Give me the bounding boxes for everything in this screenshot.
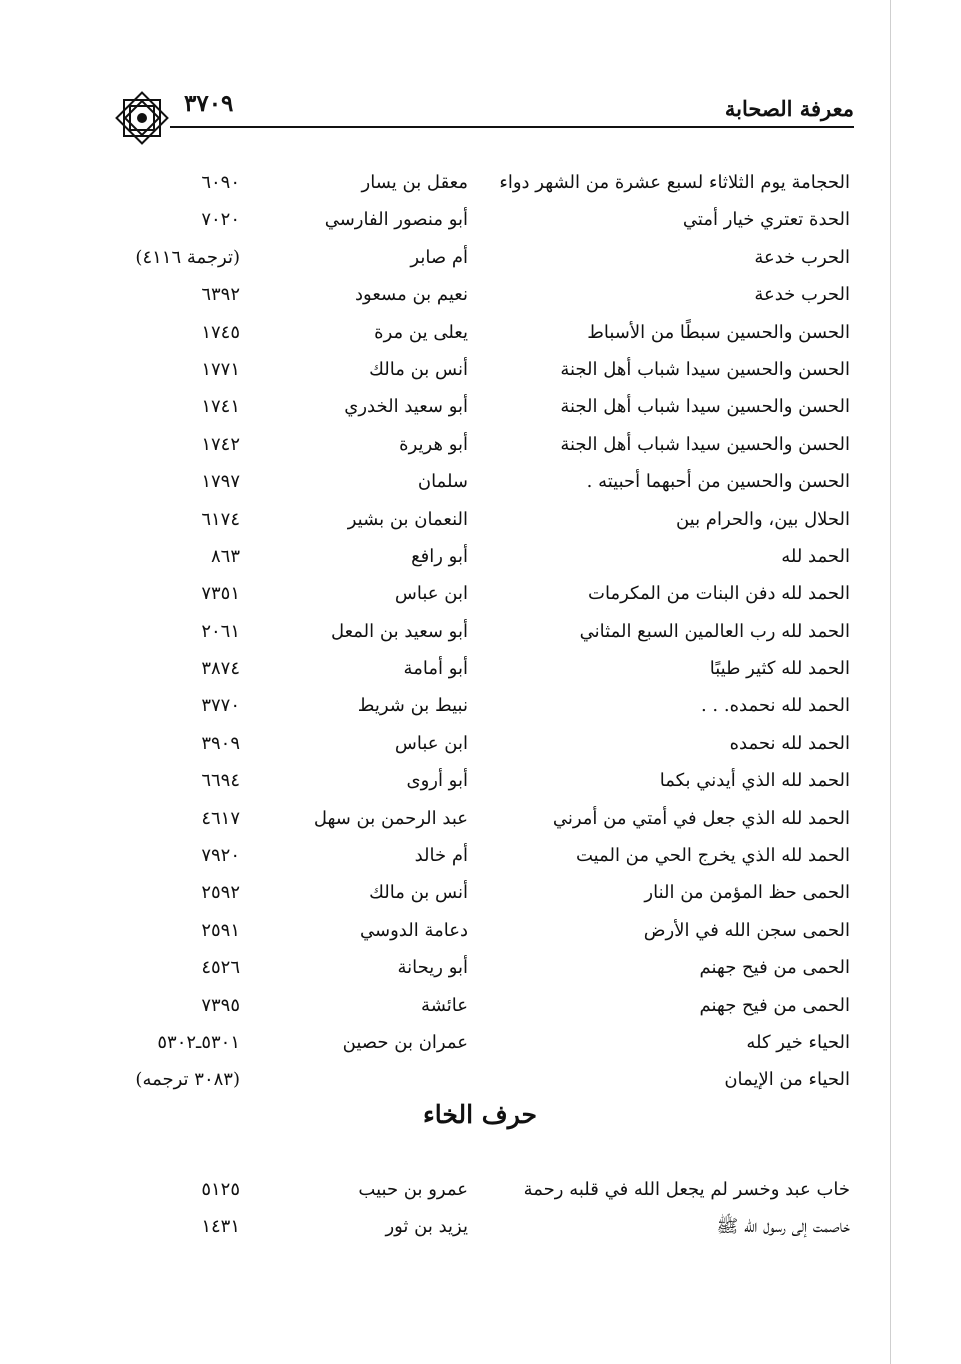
narrator-name: عبد الرحمن بن سهل	[313, 807, 468, 829]
index-row	[110, 1061, 850, 1098]
hadith-number: ٣٩٠٩	[201, 732, 240, 754]
index-list	[110, 164, 850, 1099]
index-row	[110, 575, 850, 612]
page-edge-line	[890, 0, 891, 1364]
index-row	[110, 201, 850, 238]
narrator-name: عائشة	[421, 994, 468, 1016]
hadith-number: ٥٣٠١ـ٥٣٠٢	[157, 1031, 240, 1053]
index-row	[110, 351, 850, 388]
narrator-name: النعمان بن بشير	[347, 508, 468, 530]
index-row	[110, 949, 850, 986]
index-row	[110, 463, 850, 500]
index-list-kha	[110, 1171, 850, 1246]
hadith-text: الحدة تعتري خيار أمتي	[682, 209, 850, 231]
index-row	[110, 1208, 850, 1245]
hadith-number: ٨٦٣	[210, 545, 240, 567]
index-row	[110, 1171, 850, 1208]
narrator-name: أبو هريرة	[399, 433, 468, 455]
hadith-number: ٦٠٩٠	[201, 172, 240, 193]
index-row	[110, 687, 850, 724]
index-row	[110, 613, 850, 650]
hadith-text: الحسن والحسين سيدا شباب أهل الجنة	[560, 396, 850, 418]
hadith-text: الحسن والحسين سيدا شباب أهل الجنة	[560, 433, 850, 455]
hadith-number: ٧٣٩٥	[201, 994, 240, 1016]
narrator-name: أبو منصور الفارسي	[324, 209, 468, 231]
index-row	[110, 314, 850, 351]
index-row	[110, 800, 850, 837]
narrator-name: ابن عباس	[394, 732, 468, 754]
hadith-number: ١٧٧١	[201, 358, 240, 380]
narrator-name: أبو سعيد بن المعل	[330, 620, 468, 642]
hadith-text: الحمد لله نحمده. . .	[700, 695, 850, 717]
hadith-text: الحياء من الإيمان	[724, 1069, 850, 1091]
hadith-number: ٦٦٩٤	[201, 770, 240, 792]
hadith-number: ٧٣٥١	[201, 583, 240, 605]
narrator-name: أنس بن مالك	[369, 358, 468, 380]
ornament-icon	[110, 86, 174, 150]
narrator-name: يعلى ين مرة	[374, 321, 468, 343]
hadith-number: ٤٦١٧	[201, 807, 240, 829]
page-header	[110, 86, 854, 130]
hadith-text: الحمد لله	[781, 545, 850, 567]
narrator-name: عمرو بن حبيب	[358, 1179, 468, 1200]
hadith-number: ١٤٣١	[201, 1216, 240, 1238]
hadith-number: ٦٣٩٢	[201, 284, 240, 306]
hadith-text: خاصمت إلى رسول الله ﷺ	[716, 1216, 850, 1238]
hadith-number: ١٧٤٥	[201, 321, 240, 343]
hadith-number: (٣٠٨٣ ترجمه)	[135, 1069, 240, 1091]
narrator-name: ابن عباس	[394, 583, 468, 605]
hadith-text: الحمد لله دفن البنات من المكرمات	[588, 583, 850, 605]
hadith-number: (ترجمة ٤١١٦)	[135, 246, 240, 268]
hadith-text: الحسن والحسين سبطًا من الأسباط	[587, 321, 850, 343]
hadith-text: الحجامة يوم الثلاثاء لسبع عشرة من الشهر دواء	[499, 172, 850, 193]
index-row	[110, 912, 850, 949]
hadith-text: الحمى حظ المؤمن من النار	[644, 882, 850, 904]
narrator-name: معقل بن يسار	[361, 172, 468, 193]
book-title: معرفة الصحابة	[724, 96, 854, 121]
hadith-text: الحسن والحسين سيدا شباب أهل الجنة	[560, 358, 850, 380]
hadith-text: الحرب خدعة	[754, 246, 850, 268]
hadith-number: ٥١٢٥	[201, 1179, 240, 1200]
narrator-name: يزيد بن ثور	[385, 1216, 468, 1238]
index-row	[110, 276, 850, 313]
narrator-name: سلمان	[417, 471, 468, 493]
hadith-text: الحياء خير كله	[746, 1031, 850, 1053]
narrator-name: أبو ريحانة	[397, 957, 468, 979]
hadith-number: ٣٨٧٤	[201, 658, 240, 680]
narrator-name: نبيط بن شريط	[357, 695, 468, 717]
index-row	[110, 874, 850, 911]
hadith-text: خاب عبد وخسر لم يجعل الله في قلبه رحمة	[523, 1179, 850, 1200]
hadith-number: ١٧٤١	[201, 396, 240, 418]
hadith-text: الحمد لله الذي يخرج الحي من الميت	[575, 845, 850, 867]
hadith-text: الحمد لله رب العالمين السبع المثاني	[579, 620, 850, 642]
index-row	[110, 388, 850, 425]
index-row	[110, 650, 850, 687]
narrator-name: أبو سعيد الخدري	[344, 396, 468, 418]
hadith-number: ٢٥٩٢	[201, 882, 240, 904]
hadith-number: ٢٥٩١	[201, 919, 240, 941]
hadith-number: ١٧٤٢	[201, 433, 240, 455]
hadith-text: الحمد لله نحمده	[729, 732, 850, 754]
hadith-text: الحمد لله الذي أيدني بكما	[659, 770, 850, 792]
hadith-text: الحمى من فيح جهنم	[699, 994, 850, 1016]
narrator-name: أنس بن مالك	[369, 882, 468, 904]
hadith-number: ٧٠٢٠	[201, 209, 240, 231]
narrator-name: عمران بن حصين	[342, 1031, 468, 1053]
hadith-text: الحلال بين، والحرام بين	[675, 508, 850, 530]
narrator-name: أم خالد	[414, 845, 468, 867]
hadith-number: ٤٥٢٦	[201, 957, 240, 979]
hadith-text: الحرب خدعة	[754, 284, 850, 306]
hadith-text: الحمى من فيح جهنم	[699, 957, 850, 979]
hadith-number: ٦١٧٤	[201, 508, 240, 530]
index-row	[110, 1024, 850, 1061]
section-title: حرف الخاء	[423, 1100, 537, 1129]
hadith-number: ٢٠٦١	[201, 620, 240, 642]
hadith-number: ١٧٩٧	[201, 471, 240, 493]
index-row	[110, 762, 850, 799]
hadith-text: الحمى سجن الله في الأرض	[643, 919, 850, 941]
hadith-text: الحمد لله كثير طيبًا	[709, 658, 850, 680]
narrator-name: أم صابر	[410, 246, 468, 268]
hadith-text: الحسن والحسين من أحبهما أحبيته .	[586, 471, 850, 493]
hadith-text: الحمد لله الذي جعل في أمتي من أمرني	[552, 807, 850, 829]
narrator-name: أبو أروى	[406, 770, 468, 792]
index-row	[110, 837, 850, 874]
narrator-name: دعامة الدوسي	[360, 919, 468, 941]
narrator-name: نعيم بن مسعود	[355, 284, 468, 306]
index-row	[110, 725, 850, 762]
hadith-number: ٣٧٧٠	[201, 695, 240, 717]
index-row	[110, 239, 850, 276]
page-number: ٣٧٠٩	[184, 90, 234, 117]
narrator-name: أبو رافع	[411, 545, 468, 567]
header-rule	[170, 126, 854, 128]
index-row	[110, 987, 850, 1024]
index-row	[110, 164, 850, 201]
narrator-name: أبو أمامة	[403, 658, 468, 680]
index-row	[110, 501, 850, 538]
hadith-number: ٧٩٢٠	[201, 845, 240, 867]
index-row	[110, 426, 850, 463]
index-row	[110, 538, 850, 575]
